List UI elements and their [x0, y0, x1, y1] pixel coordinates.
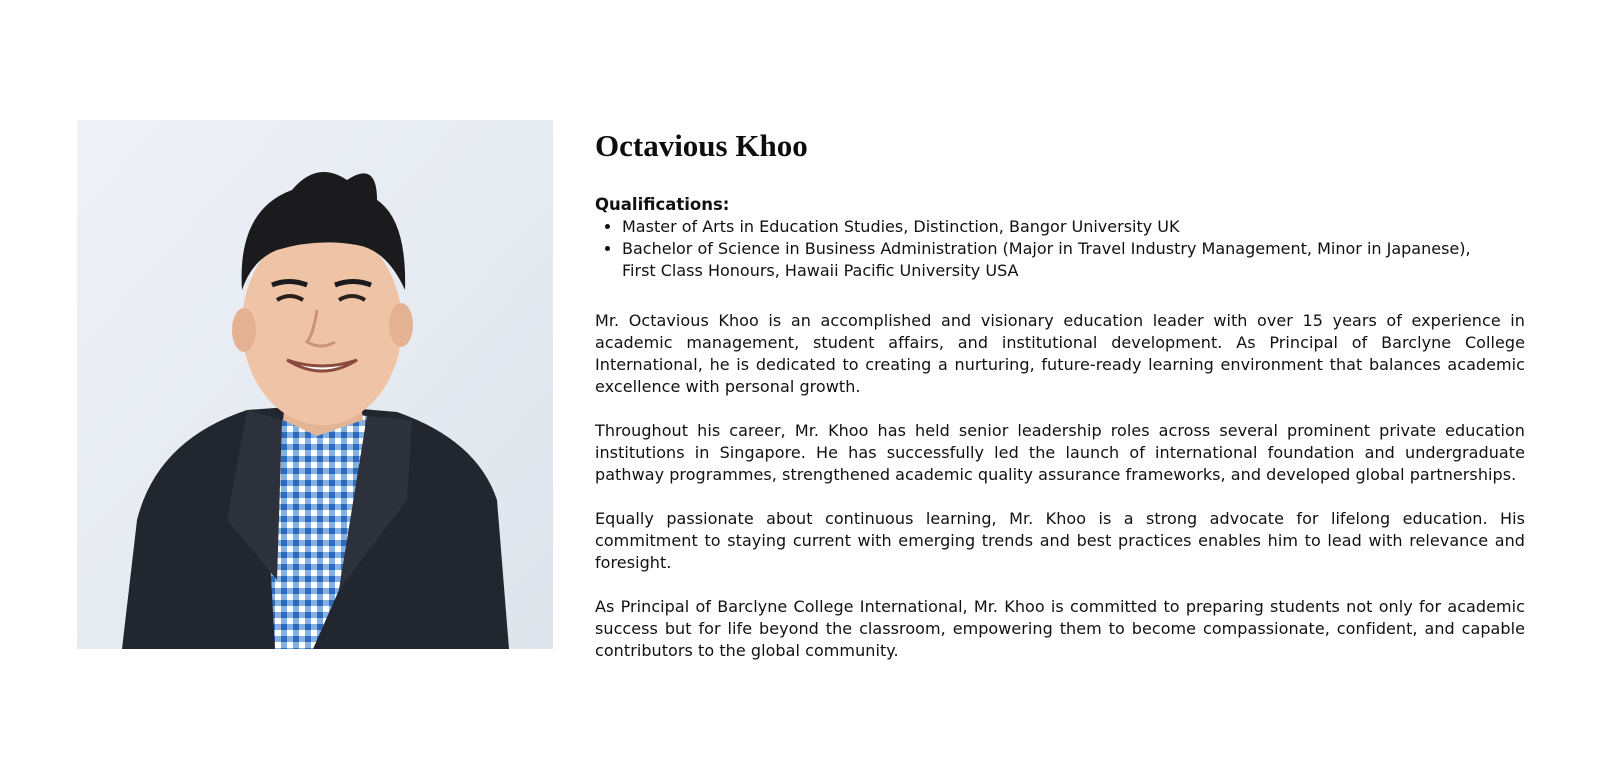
qualification-item: • Bachelor of Science in Business Administration (Major in Travel Industry Management, Minor in Japanese), First Class Honours, Hawaii Pacific University USA	[622, 238, 1482, 282]
portrait-illustration	[77, 120, 553, 649]
bio-paragraph: Mr. Octavious Khoo is an accomplished and visionary education leader with over 15 years of experience in academic management, student affairs, and institutional development. As Principal of Barclyne College International, he is dedicated to creating a nurturing, future-ready learning environment that balances academic excellence with personal growth.	[595, 311, 1525, 396]
bio-paragraph: Equally passionate about continuous learning, Mr. Khoo is a strong advocate for lifelong education. His commitment to staying current with emerging trends and best practices enables him to lead with relevance and foresight.	[595, 509, 1525, 572]
qualification-item: • Master of Arts in Education Studies, Distinction, Bangor University UK	[622, 216, 1482, 238]
bio-paragraph: Throughout his career, Mr. Khoo has held senior leadership roles across several prominent private education institutions in Singapore. He has successfully led the launch of international foundation and undergraduate pathway programmes, strengthened academic quality assurance frameworks, and developed global partnerships.	[595, 421, 1525, 484]
profile-name: Octavious Khoo	[595, 128, 808, 163]
bio-content	[595, 120, 1525, 662]
portrait-photo-icon	[77, 120, 553, 649]
qualifications-heading: Qualifications:	[595, 195, 730, 214]
bio-paragraph: As Principal of Barclyne College International, Mr. Khoo is committed to preparing students not only for academic success but for life beyond the classroom, empowering them to become compassionate, confident, and capable contributors to the global community.	[595, 597, 1525, 660]
qualifications-list	[595, 216, 1482, 282]
